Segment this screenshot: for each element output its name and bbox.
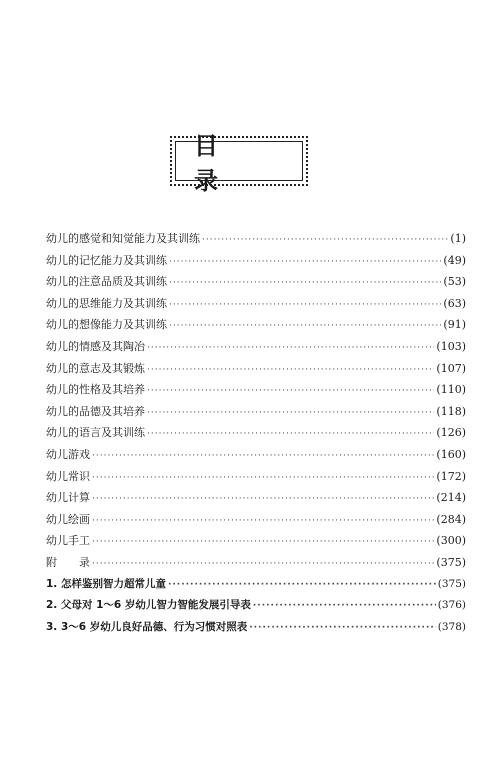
toc-entry-title: 幼儿的感觉和知觉能力及其训练 [46, 232, 200, 245]
toc-dot-leader [147, 386, 434, 396]
toc-entry [46, 252, 466, 274]
toc-entry-title: 1. 怎样鉴别智力超常儿童 [46, 577, 166, 590]
toc-entry [46, 468, 466, 490]
toc-dot-leader [169, 257, 441, 267]
toc-entry-page: (375) [436, 555, 466, 569]
toc-entry [46, 338, 466, 360]
toc-entry-title: 3. 3～6 岁幼儿良好品德、行为习惯对照表 [46, 620, 248, 633]
toc-entry-page: (172) [436, 469, 466, 483]
toc-entry-title: 幼儿的注意品质及其训练 [46, 275, 167, 289]
toc-dot-leader [168, 580, 436, 590]
toc-dot-leader [169, 278, 441, 288]
toc-dot-leader [249, 623, 436, 633]
toc-entry-page: (110) [436, 383, 466, 397]
toc-entry-title: 2. 父母对 1～6 岁幼儿智力智能发展引导表 [46, 599, 251, 612]
toc-entry [46, 381, 466, 403]
toc-entry-page: (53) [443, 275, 466, 289]
toc-entry-page: (91) [443, 318, 466, 332]
toc-entry [46, 403, 466, 425]
title-frame [170, 132, 308, 195]
toc-dot-leader [169, 321, 441, 331]
toc-entry-title: 幼儿的意志及其锻炼 [46, 361, 145, 375]
toc-entry [46, 511, 466, 533]
toc-dot-leader [169, 300, 441, 310]
toc-entry-page: (49) [443, 253, 466, 267]
toc-entry-page: (103) [436, 339, 466, 353]
toc-entry-title: 幼儿手工 [46, 534, 90, 548]
toc-dot-leader [202, 235, 448, 245]
toc-entry-title: 幼儿的品德及其培养 [46, 404, 145, 418]
toc-entry-title: 幼儿计算 [46, 491, 90, 505]
toc-entry [46, 619, 466, 641]
toc-entry-page: (107) [436, 361, 466, 375]
toc-dot-leader [92, 559, 434, 569]
toc-dot-leader [253, 601, 436, 611]
toc-entry-title: 幼儿的性格及其培养 [46, 383, 145, 397]
toc-entry-title: 幼儿的思维能力及其训练 [46, 296, 167, 310]
toc-entry [46, 273, 466, 295]
toc-entry-page: (214) [436, 491, 466, 505]
toc-entry [46, 532, 466, 554]
toc-entry-title: 幼儿常识 [46, 469, 90, 483]
toc-dot-leader [92, 494, 434, 504]
toc-entry [46, 576, 466, 598]
table-of-contents [46, 230, 466, 640]
toc-dot-leader [92, 451, 434, 461]
toc-entry-title: 幼儿的记忆能力及其训练 [46, 253, 167, 267]
toc-entry-page: (126) [436, 426, 466, 440]
toc-entry-page: (376) [437, 599, 466, 612]
toc-entry [46, 316, 466, 338]
toc-dot-leader [147, 343, 434, 353]
toc-entry-page: (118) [436, 404, 466, 418]
toc-entry [46, 554, 466, 576]
toc-entry-title: 幼儿绘画 [46, 512, 90, 526]
toc-dot-leader [92, 516, 434, 526]
toc-entry-page: (375) [437, 577, 466, 590]
toc-entry [46, 597, 466, 619]
toc-entry [46, 230, 466, 252]
toc-dot-leader [92, 537, 434, 547]
toc-entry-title: 幼儿的语言及其训练 [46, 426, 145, 440]
toc-entry-page: (1) [450, 232, 466, 245]
toc-entry-page: (300) [436, 534, 466, 548]
toc-dot-leader [147, 408, 434, 418]
toc-entry-title: 幼儿游戏 [46, 447, 90, 461]
toc-dot-leader [147, 429, 434, 439]
toc-entry-page: (160) [436, 447, 466, 461]
toc-entry [46, 446, 466, 468]
toc-entry [46, 489, 466, 511]
toc-entry-title: 附 录 [46, 555, 90, 569]
toc-entry [46, 360, 466, 382]
toc-dot-leader [147, 365, 434, 375]
toc-entry-title: 幼儿的想像能力及其训练 [46, 318, 167, 332]
toc-entry [46, 295, 466, 317]
page-title: 目 录 [175, 141, 303, 181]
toc-entry-page: (63) [443, 296, 466, 310]
toc-entry-page: (284) [436, 512, 466, 526]
toc-entry-page: (378) [437, 620, 466, 633]
toc-entry [46, 424, 466, 446]
toc-entry-title: 幼儿的情感及其陶冶 [46, 339, 145, 353]
toc-dot-leader [92, 473, 434, 483]
